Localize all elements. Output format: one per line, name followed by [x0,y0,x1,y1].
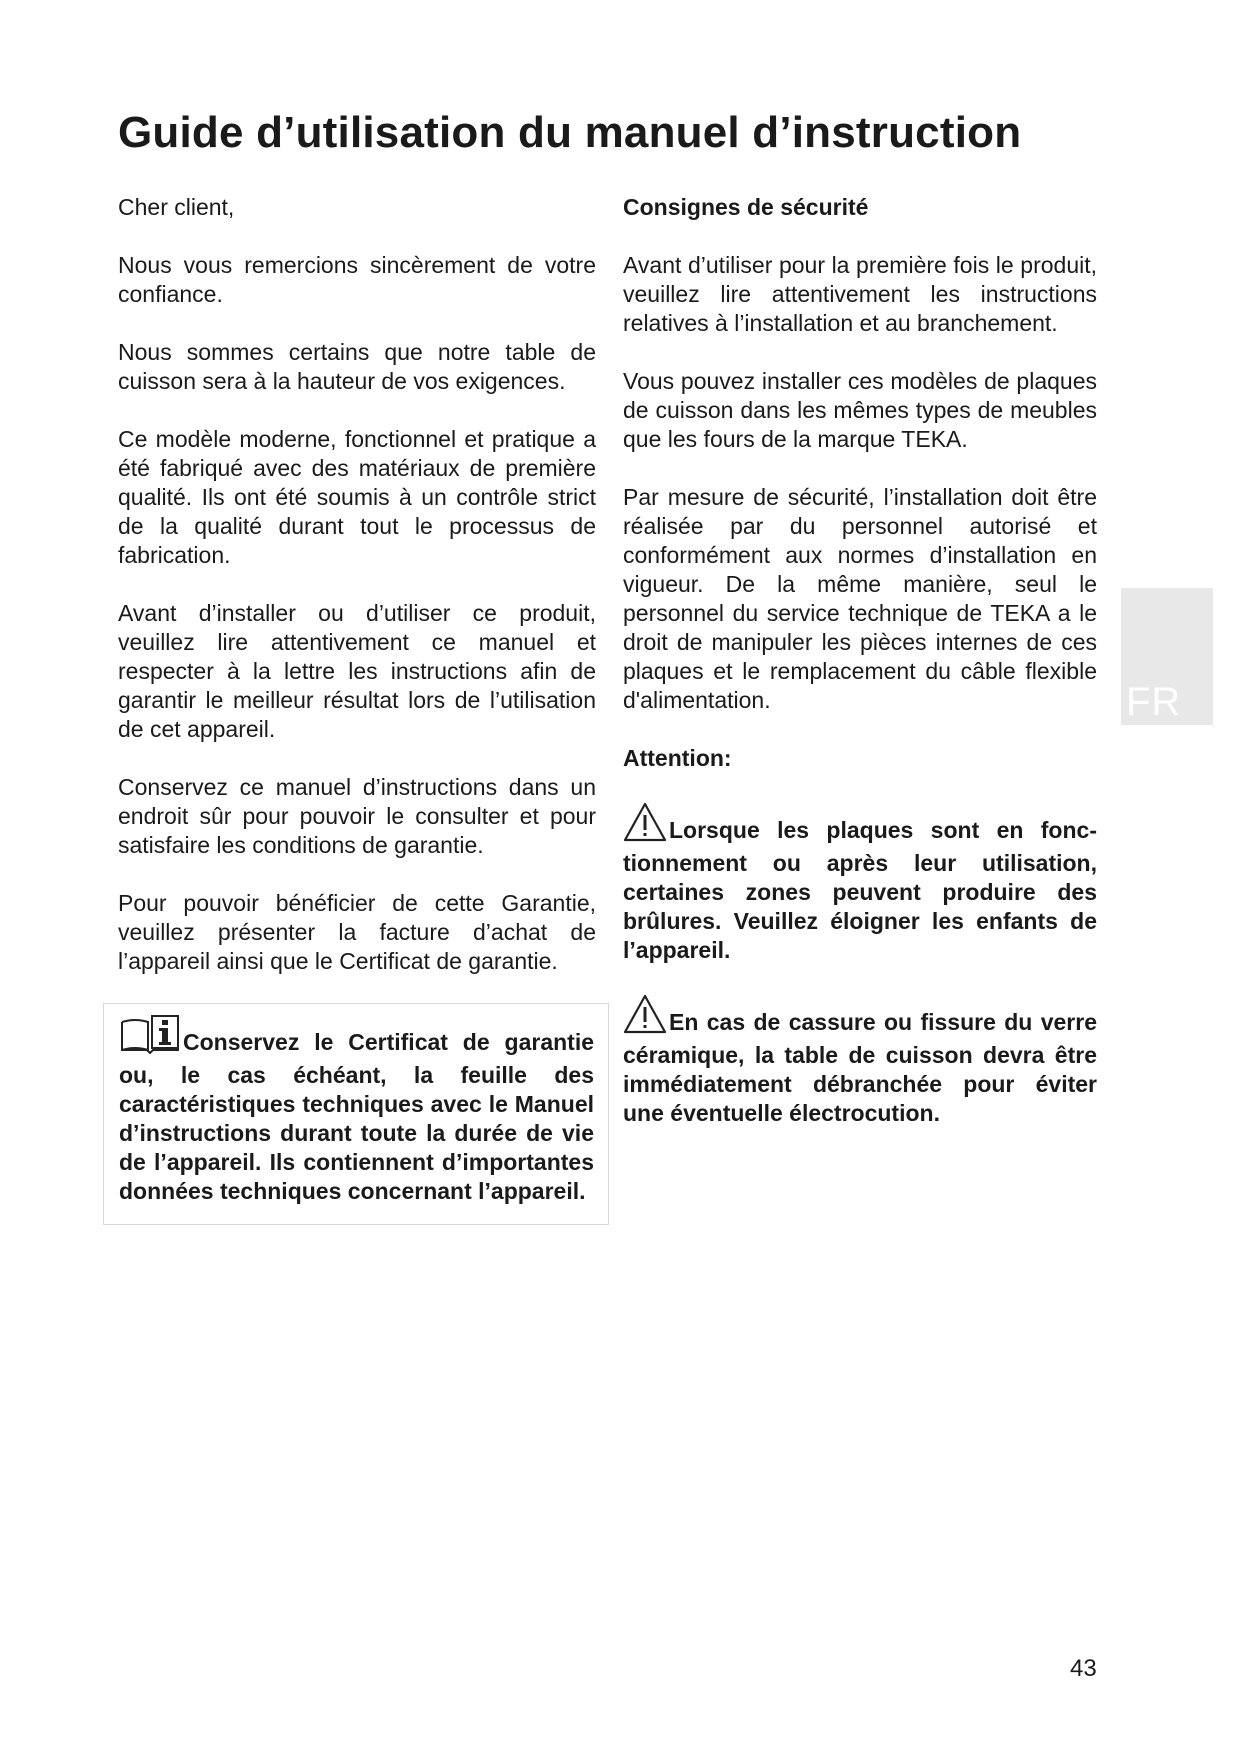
keep-manual-paragraph: Conservez ce manuel d’instructions dans un endroit sûr pour pouvoir le consulter et pour satisfaire les conditions de garantie. [118,774,596,858]
page-title: Guide d’utilisation du manuel d’instruction [118,108,1022,157]
warranty-note-box [103,1003,609,1225]
first-use-paragraph: Avant d’utiliser pour la première fois le produit, veuillez lire attentivement les instructions relatives à l’installation et au branchement. [623,252,1097,336]
glass-crack-warning [623,994,1097,1128]
warranty-note-text: Conservez le Certificat de garantie ou, le cas échéant, la feuille des caractéristiques techniques avec le Manuel d’instructions durant toute la durée de vie de l’appareil. Ils contiennent d’importantes données techniques concernant l’appareil. [119,1029,594,1204]
page-number: 43 [1070,1655,1097,1682]
glass-crack-warning-text: En cas de cassure ou fissure du verre céramique, la table de cuisson devra être immédiatement débranchée pour éviter une éventuelle électrocution. [623,1009,1097,1126]
language-tab-label: FR [1126,680,1182,724]
burn-warning-text: Lorsque les plaques sont en fonctionnement ou après leur utilisation, certaines zones peuvent produire des brûlures. Veuillez éloigner les enfants de l’appareil. [623,817,1097,963]
warranty-paragraph: Pour pouvoir bénéficier de cette Garantie, veuillez présenter la facture d’achat de l’appareil ainsi que le Certificat de garantie. [118,890,596,974]
right-column [623,193,1097,1157]
quality-paragraph: Ce modèle moderne, fonctionnel et pratique a été fabriqué avec des matériaux de première qualité. Ils ont été soumis à un contrôle strict de la qualité durant tout le processus de fabrication. [118,426,596,568]
attention-label: Attention: [623,745,732,771]
warning-triangle-icon [623,994,667,1041]
greeting: Cher client, [118,194,235,220]
expectations-paragraph: Nous sommes certains que notre table de cuisson sera à la hauteur de vos exigences. [118,339,596,394]
left-column [118,193,596,1225]
manual-info-icon [119,1014,181,1061]
burn-warning [623,802,1097,965]
installation-models-paragraph: Vous pouvez installer ces modèles de plaques de cuisson dans les mêmes types de meubles que les fours de la marque TEKA. [623,368,1097,452]
thanks-paragraph: Nous vous remercions sincèrement de votre confiance. [118,252,596,307]
authorized-personnel-paragraph: Par mesure de sécurité, l’installation doit être réalisée par du personnel autorisé et conformément aux normes d’installation en vigueur. De la même manière, seul le personnel du service technique de TEKA a le droit de manipuler les pièces internes de ces plaques et le remplacement du câble flexible d'alimentation. [623,484,1097,713]
warning-triangle-icon [623,802,667,849]
read-manual-paragraph: Avant d’installer ou d’utiliser ce produit, veuillez lire attentivement ce manuel et respecter à la lettre les instructions afin de garantir le meilleur résultat lors de l’utilisation de cet appareil. [118,600,596,742]
safety-heading: Consignes de sécurité [623,194,869,220]
